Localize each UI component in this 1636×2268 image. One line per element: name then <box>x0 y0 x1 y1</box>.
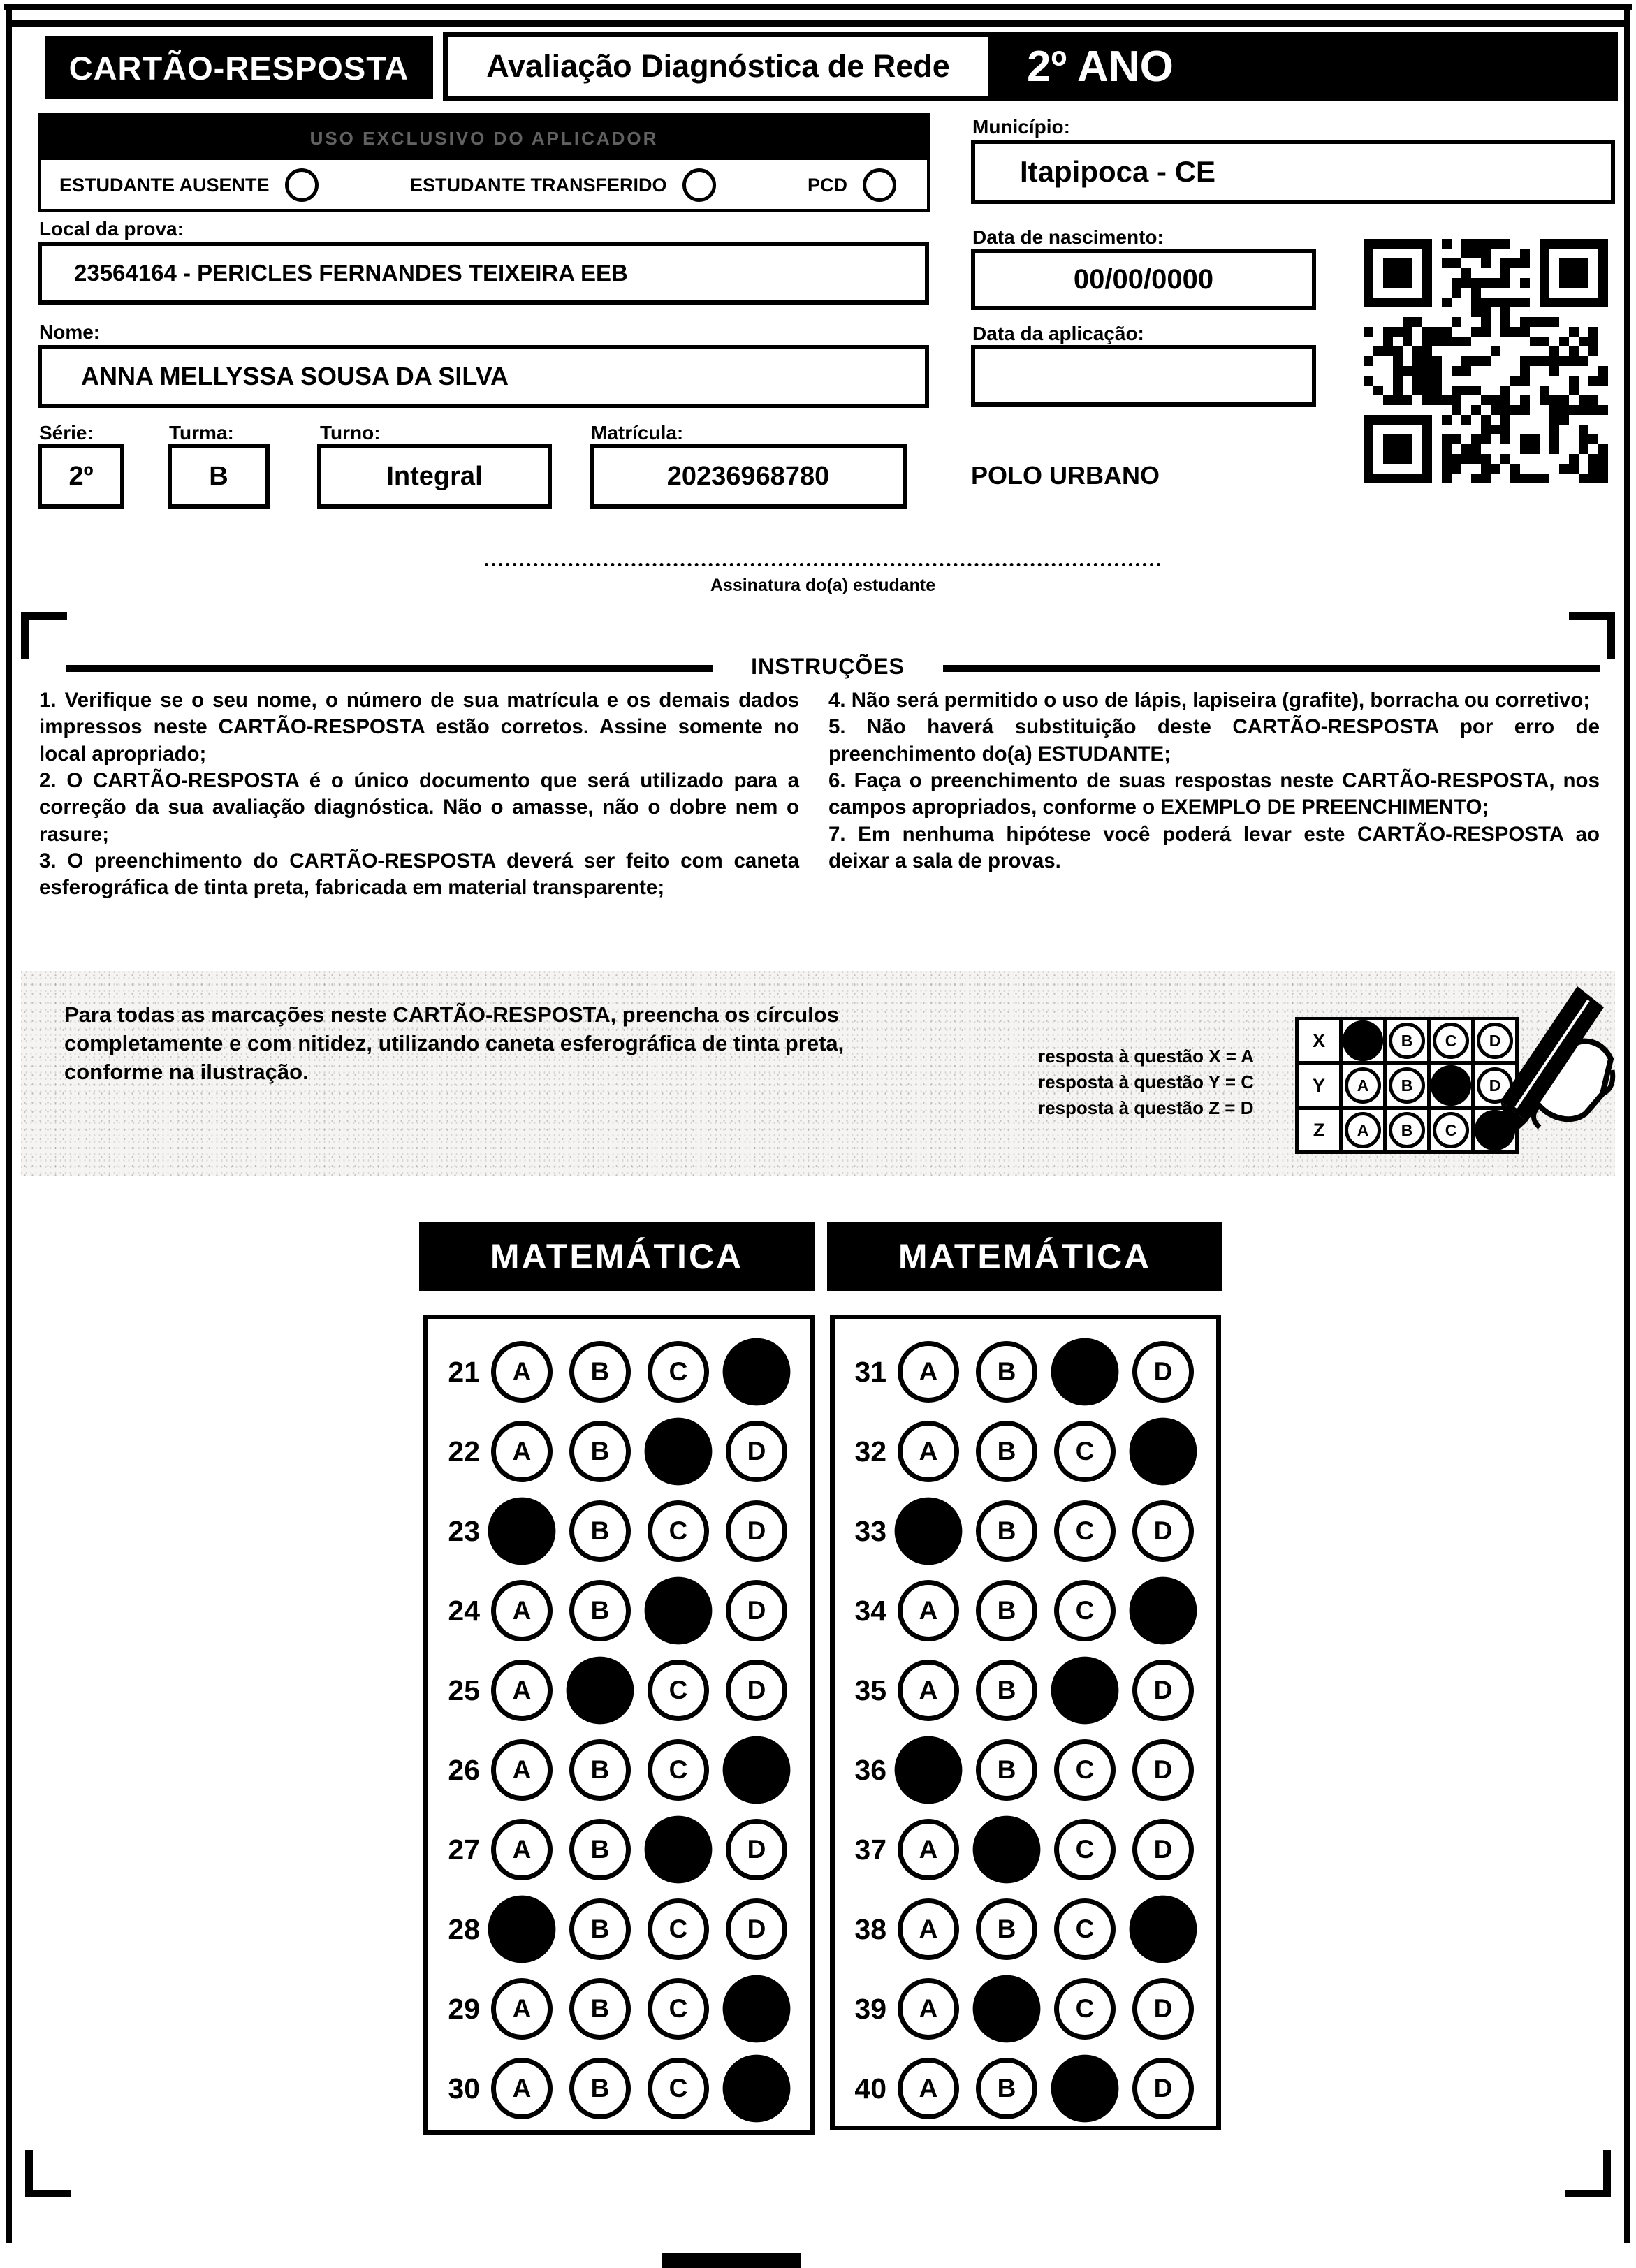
matricula-label: Matrícula: <box>591 422 684 444</box>
turma-value: B <box>168 444 270 509</box>
example-cell <box>1387 1065 1431 1106</box>
corner-mark-bottom-right <box>1565 2150 1611 2197</box>
bubble-28-C[interactable]: C <box>648 1898 709 1960</box>
bubble-36-B[interactable]: B <box>976 1739 1037 1801</box>
applicator-panel <box>38 113 930 212</box>
bottom-scan-bar <box>662 2253 801 2268</box>
example-bubble-Y-A: A <box>1345 1067 1381 1104</box>
turno-value: Integral <box>317 444 552 509</box>
instruction-item: 5. Não haverá substituição deste CARTÃO-RESPOSTA por erro de preenchimento do(a) ESTUDANTE; <box>828 715 1600 766</box>
bubble-32-C[interactable]: C <box>1054 1421 1116 1482</box>
question-number: 29 <box>448 1992 480 2025</box>
bubble-21-C[interactable]: C <box>648 1341 709 1403</box>
bubble-25-A[interactable]: A <box>491 1660 553 1721</box>
nome-label: Nome: <box>39 321 101 343</box>
nascimento-value: 00/00/0000 <box>971 249 1316 310</box>
question-number: 34 <box>854 1594 886 1627</box>
example-row-label: Y <box>1299 1065 1343 1106</box>
grade-badge: 2º ANO <box>993 32 1618 101</box>
example-cell <box>1387 1020 1431 1061</box>
bubble-37-B[interactable] <box>973 1816 1041 1884</box>
question-row-21 <box>428 1332 810 1412</box>
example-bubble-Y-B: B <box>1389 1067 1425 1104</box>
aplicacao-value <box>971 345 1316 407</box>
bubble-33-D[interactable]: D <box>1132 1500 1194 1562</box>
bubble-39-D[interactable]: D <box>1132 1978 1194 2040</box>
aplicacao-label: Data da aplicação: <box>972 323 1144 344</box>
instructions-column-left <box>39 687 799 902</box>
bubble-27-C[interactable] <box>645 1816 713 1884</box>
bubble-36-A[interactable] <box>895 1736 963 1804</box>
bubble-25-C[interactable]: C <box>648 1660 709 1721</box>
status-option-circle[interactable] <box>863 168 896 202</box>
question-row-38 <box>835 1889 1216 1969</box>
bubble-39-A[interactable]: A <box>898 1978 959 2040</box>
exam-title: Avaliação Diagnóstica de Rede <box>443 32 993 101</box>
municipio-value: Itapipoca - CE <box>971 140 1615 204</box>
status-option-0 <box>59 168 319 202</box>
bubble-24-B[interactable]: B <box>569 1580 631 1641</box>
bubble-34-D[interactable] <box>1130 1577 1197 1645</box>
bubble-26-C[interactable]: C <box>648 1739 709 1801</box>
bubble-22-D[interactable]: D <box>726 1421 787 1482</box>
bubble-36-C[interactable]: C <box>1054 1739 1116 1801</box>
example-bubble-X-C: C <box>1433 1023 1469 1059</box>
question-row-35 <box>835 1651 1216 1730</box>
bubble-22-A[interactable]: A <box>491 1421 553 1482</box>
bubble-37-D[interactable]: D <box>1132 1819 1194 1880</box>
question-row-29 <box>428 1969 810 2049</box>
question-row-31 <box>835 1332 1216 1412</box>
bubble-22-B[interactable]: B <box>569 1421 631 1482</box>
example-bubble-X-A <box>1343 1020 1383 1061</box>
example-cell <box>1343 1020 1387 1061</box>
bubble-24-A[interactable]: A <box>491 1580 553 1641</box>
question-row-34 <box>835 1571 1216 1651</box>
bubble-29-C[interactable]: C <box>648 1978 709 2040</box>
question-number: 31 <box>854 1355 886 1388</box>
bubble-29-B[interactable]: B <box>569 1978 631 2040</box>
bubble-25-D[interactable]: D <box>726 1660 787 1721</box>
bubble-32-D[interactable] <box>1130 1418 1197 1486</box>
question-number: 27 <box>448 1833 480 1866</box>
example-row-label: Z <box>1299 1110 1343 1150</box>
question-number: 24 <box>448 1594 480 1627</box>
question-row-23 <box>428 1491 810 1571</box>
bubble-26-B[interactable]: B <box>569 1739 631 1801</box>
bubble-21-B[interactable]: B <box>569 1341 631 1403</box>
instructions-rule-left <box>66 665 713 672</box>
question-number: 40 <box>854 2072 886 2105</box>
frame-right-line <box>1624 4 1630 2243</box>
bubble-30-D[interactable] <box>723 2055 791 2123</box>
frame-top-line-2 <box>11 20 1626 27</box>
example-cell <box>1343 1065 1387 1106</box>
nascimento-label: Data de nascimento: <box>972 226 1164 248</box>
bubble-27-D[interactable]: D <box>726 1819 787 1880</box>
bubble-31-A[interactable]: A <box>898 1341 959 1403</box>
bubble-40-B[interactable]: B <box>976 2058 1037 2119</box>
card-title: CARTÃO-RESPOSTA <box>45 36 433 99</box>
bubble-27-A[interactable]: A <box>491 1819 553 1880</box>
question-number: 35 <box>854 1674 886 1706</box>
status-row <box>41 160 927 210</box>
question-row-22 <box>428 1412 810 1491</box>
example-cell <box>1343 1110 1387 1150</box>
example-legend-line: resposta à questão X = A <box>1038 1046 1254 1067</box>
bubble-35-A[interactable]: A <box>898 1660 959 1721</box>
instructions-title: INSTRUÇÕES <box>751 654 905 679</box>
question-row-30 <box>428 2049 810 2128</box>
bubble-35-B[interactable]: B <box>976 1660 1037 1721</box>
bubble-26-A[interactable]: A <box>491 1739 553 1801</box>
bubble-31-D[interactable]: D <box>1132 1341 1194 1403</box>
bubble-32-A[interactable]: A <box>898 1421 959 1482</box>
example-legend <box>1038 1044 1254 1121</box>
frame-left-line <box>6 4 12 2243</box>
question-row-37 <box>835 1810 1216 1889</box>
bubble-23-B[interactable]: B <box>569 1500 631 1562</box>
polo-label: POLO URBANO <box>971 461 1160 490</box>
local-prova-label: Local da prova: <box>39 218 184 240</box>
turma-label: Turma: <box>169 422 234 444</box>
bubble-28-A[interactable] <box>488 1896 556 1963</box>
bubble-37-C[interactable]: C <box>1054 1819 1116 1880</box>
section-header-matematica-1: MATEMÁTICA <box>419 1222 815 1291</box>
example-bubble-X-D: D <box>1477 1023 1513 1059</box>
bubble-24-D[interactable]: D <box>726 1580 787 1641</box>
bubble-21-A[interactable]: A <box>491 1341 553 1403</box>
question-number: 39 <box>854 1992 886 2025</box>
question-row-36 <box>835 1730 1216 1810</box>
bubble-39-B[interactable] <box>973 1975 1041 2043</box>
pen-hand-illustration <box>1466 976 1616 1169</box>
answers-grid-2 <box>830 1315 1221 2130</box>
question-number: 38 <box>854 1912 886 1945</box>
bubble-39-C[interactable]: C <box>1054 1978 1116 2040</box>
serie-label: Série: <box>39 422 94 444</box>
turno-label: Turno: <box>320 422 381 444</box>
question-row-25 <box>428 1651 810 1730</box>
signature-line[interactable] <box>485 563 1161 566</box>
question-number: 25 <box>448 1674 480 1706</box>
question-row-39 <box>835 1969 1216 2049</box>
bubble-23-C[interactable]: C <box>648 1500 709 1562</box>
question-row-26 <box>428 1730 810 1810</box>
question-row-32 <box>835 1412 1216 1491</box>
example-cell <box>1387 1110 1431 1150</box>
instruction-item: 1. Verifique se o seu nome, o número de sua matrícula e os demais dados impressos neste CARTÃO-RESPOSTA estão corretos. Assine somente no local apropriado; <box>39 689 799 766</box>
corner-mark-bottom-left <box>25 2150 71 2197</box>
bubble-23-D[interactable]: D <box>726 1500 787 1562</box>
question-number: 21 <box>448 1355 480 1388</box>
bubble-38-C[interactable]: C <box>1054 1898 1116 1960</box>
question-number: 26 <box>448 1753 480 1786</box>
frame-top-line <box>4 4 1632 10</box>
question-number: 22 <box>448 1435 480 1468</box>
question-number: 32 <box>854 1435 886 1468</box>
question-number: 23 <box>448 1514 480 1547</box>
example-row-label: X <box>1299 1020 1343 1061</box>
status-option-circle[interactable] <box>285 168 319 202</box>
question-row-33 <box>835 1491 1216 1571</box>
bubble-22-C[interactable] <box>645 1418 713 1486</box>
bubble-34-B[interactable]: B <box>976 1580 1037 1641</box>
bubble-40-C[interactable] <box>1051 2055 1119 2123</box>
corner-mark-top-right <box>1569 612 1615 659</box>
instruction-item: 7. Em nenhuma hipótese você poderá levar este CARTÃO-RESPOSTA ao deixar a sala de provas. <box>828 822 1600 873</box>
bubble-30-B[interactable]: B <box>569 2058 631 2119</box>
question-row-24 <box>428 1571 810 1651</box>
municipio-label: Município: <box>972 116 1070 138</box>
example-bubble-Z-A: A <box>1345 1112 1381 1148</box>
bubble-31-B[interactable]: B <box>976 1341 1037 1403</box>
bubble-30-A[interactable]: A <box>491 2058 553 2119</box>
example-bubble-Z-B: B <box>1389 1112 1425 1148</box>
section-header-matematica-2: MATEMÁTICA <box>827 1222 1222 1291</box>
local-prova-value: 23564164 - PERICLES FERNANDES TEIXEIRA EEB <box>38 242 929 305</box>
status-option-label: PCD <box>807 174 847 196</box>
bubble-24-C[interactable] <box>645 1577 713 1645</box>
instruction-item: 4. Não será permitido o uso de lápis, lapiseira (grafite), borracha ou corretivo; <box>828 689 1591 712</box>
bubble-35-D[interactable]: D <box>1132 1660 1194 1721</box>
signature-label: Assinatura do(a) estudante <box>710 576 936 595</box>
bubble-29-D[interactable] <box>723 1975 791 2043</box>
question-row-27 <box>428 1810 810 1889</box>
question-number: 36 <box>854 1753 886 1786</box>
bubble-32-B[interactable]: B <box>976 1421 1037 1482</box>
question-row-28 <box>428 1889 810 1969</box>
answers-grid-1 <box>423 1315 815 2135</box>
bubble-34-A[interactable]: A <box>898 1580 959 1641</box>
question-number: 28 <box>448 1912 480 1945</box>
example-bubble-Z-C: C <box>1433 1112 1469 1148</box>
bubble-29-A[interactable]: A <box>491 1978 553 2040</box>
bubble-33-B[interactable]: B <box>976 1500 1037 1562</box>
question-number: 37 <box>854 1833 886 1866</box>
matricula-value: 20236968780 <box>590 444 907 509</box>
bubble-36-D[interactable]: D <box>1132 1739 1194 1801</box>
bubble-34-C[interactable]: C <box>1054 1580 1116 1641</box>
bubble-28-D[interactable]: D <box>726 1898 787 1960</box>
bubble-35-C[interactable] <box>1051 1657 1119 1725</box>
instruction-item: 6. Faça o preenchimento de suas respostas neste CARTÃO-RESPOSTA, nos campos apropriados, conforme o EXEMPLO DE PREENCHIMENTO; <box>828 769 1600 819</box>
bubble-38-A[interactable]: A <box>898 1898 959 1960</box>
bubble-25-B[interactable] <box>567 1657 634 1725</box>
nome-value: ANNA MELLYSSA SOUSA DA SILVA <box>38 345 929 408</box>
bubble-30-C[interactable]: C <box>648 2058 709 2119</box>
status-option-circle[interactable] <box>682 168 716 202</box>
instructions-column-right <box>828 687 1600 875</box>
question-number: 33 <box>854 1514 886 1547</box>
bubble-28-B[interactable]: B <box>569 1898 631 1960</box>
question-number: 30 <box>448 2072 480 2105</box>
applicator-bar-label: USO EXCLUSIVO DO APLICADOR <box>41 117 927 160</box>
bubble-33-A[interactable] <box>895 1498 963 1565</box>
bubble-38-D[interactable] <box>1130 1896 1197 1963</box>
corner-mark-top-left <box>21 612 67 659</box>
bubble-40-D[interactable]: D <box>1132 2058 1194 2119</box>
status-option-1 <box>410 168 716 202</box>
instructions-rule-right <box>943 665 1600 672</box>
question-row-40 <box>835 2049 1216 2128</box>
bubble-33-C[interactable]: C <box>1054 1500 1116 1562</box>
bubble-21-D[interactable] <box>723 1338 791 1406</box>
status-option-label: ESTUDANTE AUSENTE <box>59 174 270 196</box>
example-legend-line: resposta à questão Z = D <box>1038 1097 1254 1118</box>
bubble-38-B[interactable]: B <box>976 1898 1037 1960</box>
bubble-26-D[interactable] <box>723 1736 791 1804</box>
bubble-37-A[interactable]: A <box>898 1819 959 1880</box>
serie-value: 2º <box>38 444 124 509</box>
status-option-label: ESTUDANTE TRANSFERIDO <box>410 174 667 196</box>
instruction-item: 3. O preenchimento do CARTÃO-RESPOSTA deverá ser feito com caneta esferográfica de tinta preta, fabricada em material transparente; <box>39 849 799 900</box>
example-note: Para todas as marcações neste CARTÃO-RESPOSTA, preencha os círculos completamente e com nitidez, utilizando caneta esferográfica de tinta preta, conforme na ilustração. <box>64 1002 845 1085</box>
bubble-27-B[interactable]: B <box>569 1819 631 1880</box>
status-option-2 <box>808 168 896 202</box>
example-bubble-X-B: B <box>1389 1023 1425 1059</box>
instruction-item: 2. O CARTÃO-RESPOSTA é o único documento que será utilizado para a correção da sua avaliação diagnóstica. Não o amasse, não o dobre nem o rasure; <box>39 769 799 846</box>
bubble-40-A[interactable]: A <box>898 2058 959 2119</box>
example-bubble-Y-D: D <box>1477 1067 1513 1104</box>
qr-code <box>1364 239 1608 483</box>
bubble-23-A[interactable] <box>488 1498 556 1565</box>
example-legend-line: resposta à questão Y = C <box>1038 1071 1255 1092</box>
bubble-31-C[interactable] <box>1051 1338 1119 1406</box>
